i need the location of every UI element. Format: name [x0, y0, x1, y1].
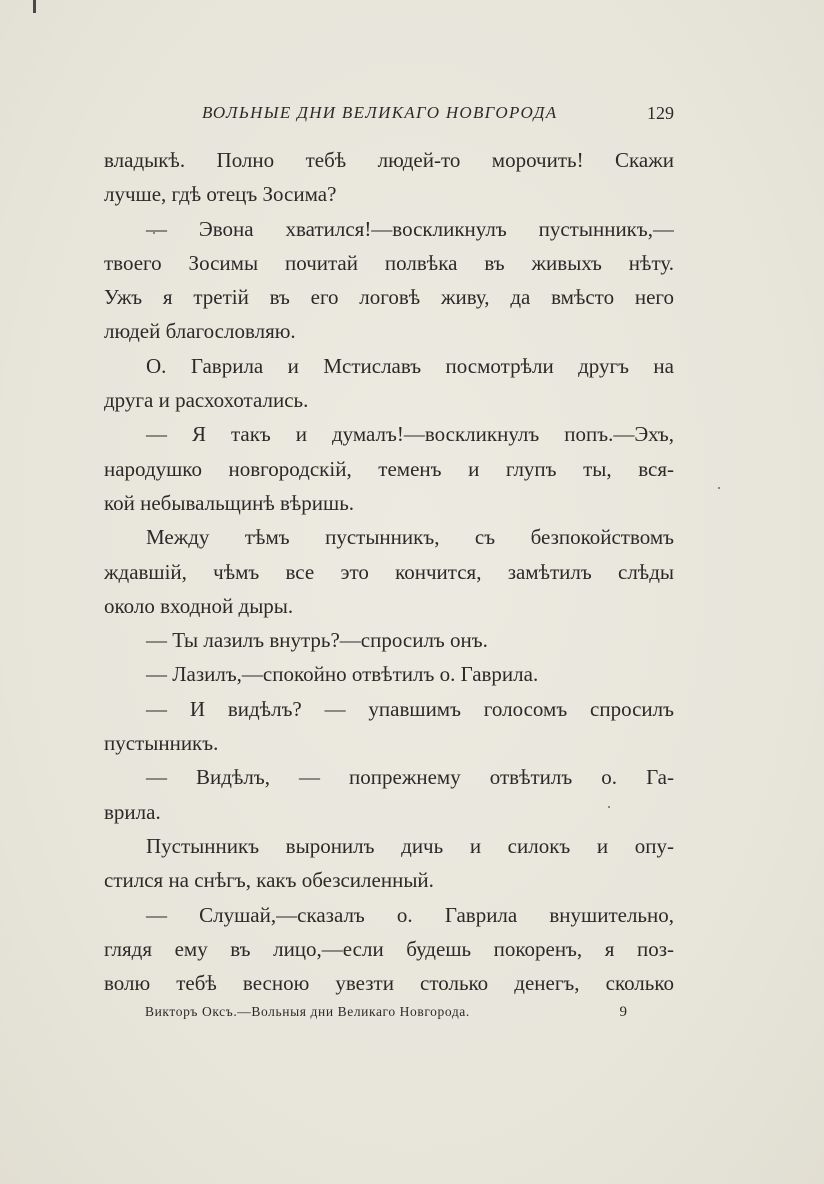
text-line: Пустынникъ выронилъ дичь и силокъ и опу- — [146, 833, 674, 858]
text-line: врила. — [104, 799, 161, 824]
text-line: друга и расхохотались. — [104, 388, 309, 413]
text-line: — Видѣлъ, — попрежнему отвѣтилъ о. Га- — [146, 765, 674, 790]
text-line: — Эвона хватился!—воскликнулъ пустынникъ,— — [146, 216, 674, 241]
text-line: около входной дыры. — [104, 593, 294, 618]
text-line: кой небывальщинѣ вѣришь. — [104, 490, 355, 515]
text-line: волю тебѣ весною увезти столько денегъ, сколько — [104, 971, 674, 996]
text-line: ждавшій, чѣмъ все это кончится, замѣтилъ слѣды — [104, 559, 674, 584]
text-line: стился на снѣгъ, какъ обезсиленный. — [104, 868, 434, 893]
text-line: — Слушай,—сказалъ о. Гаврила внушительно, — [146, 902, 674, 927]
text-line: Между тѣмъ пустынникъ, съ безпокойствомъ — [146, 525, 674, 550]
text-line: — Ты лазилъ внутрь?—спросилъ онъ. — [146, 628, 488, 653]
text-line: — Лазилъ,—спокойно отвѣтилъ о. Гаврила. — [146, 662, 539, 687]
text-line: Ужъ я третій въ его логовѣ живу, да вмѣсто него — [104, 285, 674, 310]
footer-imprint: Викторъ Оксъ.—Вольныя дни Великаго Новгорода. — [145, 1004, 470, 1019]
text-line: глядя ему въ лицо,—если будешь покоренъ, я поз- — [104, 936, 674, 961]
running-head — [104, 101, 674, 125]
text-line: твоего Зосимы почитай полвѣка въ живыхъ нѣту. — [104, 250, 674, 275]
page-corner-mark — [33, 0, 36, 13]
text-line: пустынникъ. — [104, 731, 219, 756]
page-number: 129 — [647, 103, 674, 123]
text-line: — И видѣлъ? — упавшимъ голосомъ спросилъ — [146, 696, 674, 721]
running-title: ВОЛЬНЫЕ ДНИ ВЕЛИКАГО НОВГОРОДА — [202, 103, 558, 122]
text-line: владыкѣ. Полно тебѣ людей-то морочить! Скажи — [104, 148, 674, 172]
text-line: народушко новгородскій, теменъ и глупъ ты, вся- — [104, 456, 674, 481]
text-line: — Я такъ и думалъ!—воскликнулъ попъ.—Эхъ, — [146, 422, 674, 447]
text-line: О. Гаврила и Мстиславъ посмотрѣли другъ на — [146, 353, 674, 378]
body-text — [104, 145, 674, 1002]
page-footer — [145, 1000, 635, 1024]
text-line: лучше, гдѣ отецъ Зосима? — [104, 182, 337, 207]
paper-speck — [718, 487, 720, 489]
text-line: людей благословляю. — [104, 319, 296, 344]
signature-mark: 9 — [619, 1004, 627, 1020]
